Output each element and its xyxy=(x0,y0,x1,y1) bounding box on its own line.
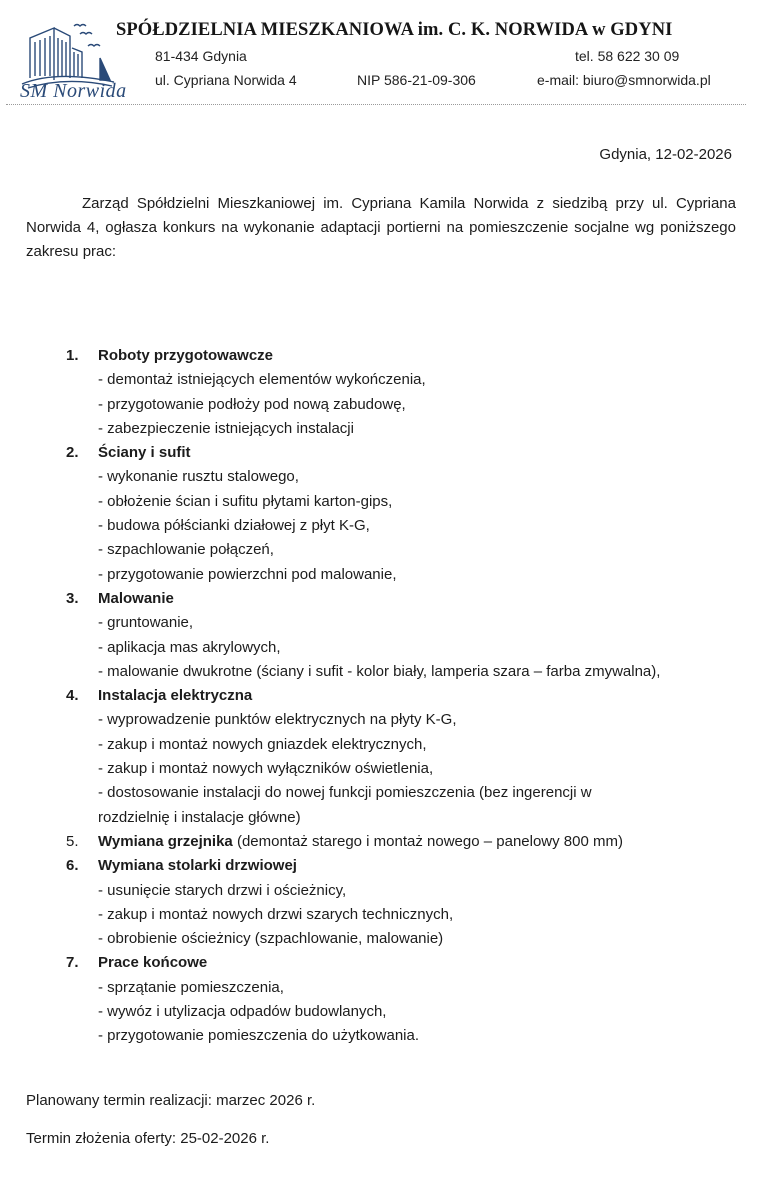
list-item: - wykonanie rusztu stalowego, xyxy=(98,468,299,486)
section-title: Malowanie xyxy=(98,589,174,607)
list-item: - sprzątanie pomieszczenia, xyxy=(98,978,284,996)
list-item: - obrobienie ościeżnicy (szpachlowanie, malowanie) xyxy=(98,930,444,948)
email-address[interactable]: e-mail: biuro@smnorwida.pl xyxy=(537,72,711,88)
list-item: - zakup i montaż nowych drzwi szarych technicznych, xyxy=(98,905,454,923)
list-item: - gruntowanie, xyxy=(98,614,194,632)
list-item: - demontaż istniejących elementów wykończenia, xyxy=(98,371,426,389)
scope-of-works-list xyxy=(66,344,746,1049)
planned-realization-date: Planowany termin realizacji: marzec 2026 r. xyxy=(26,1092,316,1109)
list-item: - aplikacja mas akrylowych, xyxy=(98,638,281,656)
list-item: - zakup i montaż nowych wyłączników oświetlenia, xyxy=(98,760,434,778)
list-item: - wywóz i utylizacja odpadów budowlanych, xyxy=(98,1003,387,1021)
list-item: - wyprowadzenie punktów elektrycznych na płyty K-G, xyxy=(98,711,457,729)
section-number: 1. xyxy=(66,347,79,364)
section-title: Roboty przygotowawcze xyxy=(98,347,274,364)
offer-deadline: Termin złożenia oferty: 25-02-2026 r. xyxy=(26,1130,270,1147)
list-item: - zakup i montaż nowych gniazdek elektrycznych, xyxy=(98,735,427,753)
section-number: 5. xyxy=(66,832,79,850)
nip-number: NIP 586-21-09-306 xyxy=(357,72,476,88)
section-4 xyxy=(66,684,746,830)
list-item: - usunięcie starych drzwi i ościeżnicy, xyxy=(98,881,347,899)
section-6 xyxy=(66,854,746,951)
section-number: 2. xyxy=(66,444,79,462)
section-number: 3. xyxy=(66,589,79,607)
list-item: - budowa półścianki działowej z płyt K-G, xyxy=(98,517,370,535)
section-2 xyxy=(66,441,746,587)
document-date: Gdynia, 12-02-2026 xyxy=(599,146,732,163)
section-note: (demontaż starego i montaż nowego – panelowy 800 mm) xyxy=(232,832,623,850)
list-item: - szpachlowanie połączeń, xyxy=(98,541,274,559)
organization-name: SPÓŁDZIELNIA MIESZKANIOWA im. C. K. NORWIDA w GDYNI xyxy=(116,20,673,40)
list-item: - przygotowanie pomieszczenia do użytkowania. xyxy=(98,1027,419,1045)
section-title: Prace końcowe xyxy=(98,954,208,972)
section-7 xyxy=(66,951,746,1048)
section-title: Instalacja elektryczna xyxy=(98,687,253,705)
phone-number: tel. 58 622 30 09 xyxy=(575,48,680,64)
section-1 xyxy=(66,344,746,441)
list-item: - obłożenie ścian i sufitu płytami karton-gips, xyxy=(98,492,393,510)
header-divider xyxy=(6,104,746,105)
section-5 xyxy=(66,830,746,854)
section-number: 6. xyxy=(66,857,79,875)
section-number: 4. xyxy=(66,687,79,705)
section-title: Wymiana stolarki drzwiowej xyxy=(98,857,297,875)
list-item: - przygotowanie podłoży pod nową zabudowę, xyxy=(98,395,406,413)
list-item: - malowanie dwukrotne (ściany i sufit - kolor biały, lamperia szara – farba zmywalna), xyxy=(98,662,661,680)
logo-text: SM Norwida xyxy=(20,80,127,102)
section-number: 7. xyxy=(66,954,79,972)
section-title: Wymiana grzejnika xyxy=(98,832,233,850)
section-title: Ściany i sufit xyxy=(98,444,191,462)
postal-code: 81-434 Gdynia xyxy=(155,48,247,64)
list-item: - zabezpieczenie istniejących instalacji xyxy=(98,419,354,437)
list-item: - przygotowanie powierzchni pod malowanie, xyxy=(98,565,397,583)
section-3 xyxy=(66,587,746,684)
street-address: ul. Cypriana Norwida 4 xyxy=(155,72,297,88)
intro-paragraph: Zarząd Spółdzielni Mieszkaniowej im. Cypriana Kamila Norwida z siedzibą przy ul. Cypriana Norwida 4, ogłasza konkurs na wykonanie adaptacji portierni na pomieszczenie socjalne wg poniższego zakresu prac: xyxy=(26,195,736,260)
list-item: - dostosowanie instalacji do nowej funkcji pomieszczenia (bez ingerencji w rozdzielnię i instalacje główne) xyxy=(98,784,592,826)
